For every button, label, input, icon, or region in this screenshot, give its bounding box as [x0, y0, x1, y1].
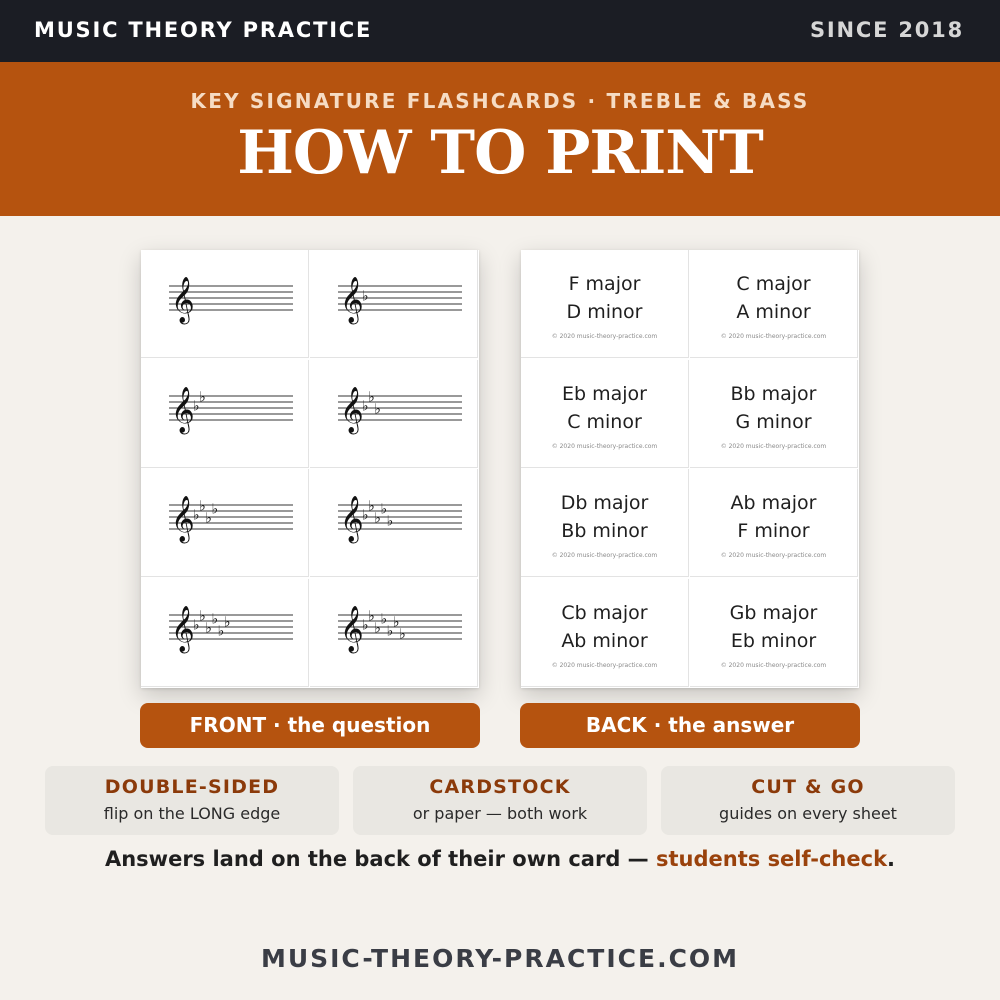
flat-sign-icon: ♭: [211, 501, 219, 518]
flat-sign-icon: ♭: [380, 501, 388, 518]
feature-cut-and-go: [661, 766, 955, 835]
flashcard-front: [141, 579, 309, 687]
flat-sign-icon: ♭: [362, 398, 369, 415]
flat-sign-icon: ♭: [205, 620, 213, 637]
key-signature-staff: [332, 605, 464, 661]
flat-sign-icon: ♭: [205, 510, 213, 527]
flat-sign-icon: ♭: [211, 611, 219, 628]
flat-sign-icon: ♭: [368, 608, 375, 625]
minor-key-label: A minor: [736, 301, 811, 323]
treble-clef-icon: 𝄞: [171, 387, 195, 433]
card-copyright: © 2020 music-theory-practice.com: [720, 662, 827, 669]
card-copyright: © 2020 music-theory-practice.com: [551, 552, 658, 559]
flashcard-front: [141, 360, 309, 468]
feature-description: or paper — both work: [412, 804, 588, 823]
flat-sign-icon: ♭: [224, 614, 231, 631]
feature-cardstock: [353, 766, 647, 835]
flat-sign-icon: ♭: [362, 617, 369, 634]
flashcard-back: [690, 469, 858, 577]
feature-title: CUT & GO: [751, 776, 865, 798]
back-sheet-preview: [521, 250, 859, 688]
title-banner: [0, 62, 1000, 216]
note-text: Answers land on the back of their own card —: [104, 847, 656, 871]
feature-double-sided: [45, 766, 339, 835]
flat-sign-icon: ♭: [399, 626, 406, 643]
key-signature-staff: [163, 276, 295, 332]
card-copyright: © 2020 music-theory-practice.com: [551, 443, 658, 450]
flashcard-back: [521, 360, 689, 468]
key-signature-staff: [332, 386, 464, 442]
flashcard-front: [310, 360, 478, 468]
banner-subtitle: KEY SIGNATURE FLASHCARDS · TREBLE & BASS: [190, 89, 810, 113]
flat-sign-icon: ♭: [380, 611, 388, 628]
flat-sign-icon: ♭: [217, 623, 225, 640]
self-check-note: [0, 847, 1000, 871]
major-key-label: F major: [568, 273, 641, 295]
top-bar: [0, 0, 1000, 62]
card-copyright: © 2020 music-theory-practice.com: [551, 662, 658, 669]
footer-url: MUSIC-THEORY-PRACTICE.COM: [260, 944, 740, 973]
flashcard-front: [310, 579, 478, 687]
flashcard-back: [690, 250, 858, 358]
flat-sign-icon: ♭: [374, 620, 382, 637]
major-key-label: Ab major: [730, 492, 817, 514]
minor-key-label: F minor: [737, 520, 810, 542]
page-title: HOW TO PRINT: [237, 118, 763, 188]
key-signature-staff: [332, 276, 464, 332]
feature-title: CARDSTOCK: [429, 776, 571, 798]
brand-name: MUSIC THEORY PRACTICE: [34, 18, 373, 42]
card-copyright: © 2020 music-theory-practice.com: [551, 333, 658, 340]
card-copyright: © 2020 music-theory-practice.com: [720, 552, 827, 559]
key-signature-staff: [332, 495, 464, 551]
flat-sign-icon: ♭: [368, 389, 375, 406]
treble-clef-icon: 𝄞: [171, 606, 195, 652]
card-copyright: © 2020 music-theory-practice.com: [720, 443, 827, 450]
since-label: SINCE 2018: [809, 18, 964, 42]
minor-key-label: G minor: [735, 411, 812, 433]
feature-description: guides on every sheet: [719, 804, 897, 823]
key-signature-staff: [163, 605, 295, 661]
major-key-label: Eb major: [562, 383, 647, 405]
flashcard-front: [310, 250, 478, 358]
note-end: .: [887, 847, 896, 871]
flat-sign-icon: ♭: [374, 401, 382, 418]
card-copyright: © 2020 music-theory-practice.com: [720, 333, 827, 340]
flat-sign-icon: ♭: [193, 398, 200, 415]
flat-sign-icon: ♭: [368, 498, 375, 515]
minor-key-label: D minor: [566, 301, 643, 323]
flat-sign-icon: ♭: [386, 513, 394, 530]
front-label: FRONT · the question: [140, 703, 480, 748]
flashcard-back: [521, 579, 689, 687]
minor-key-label: Bb minor: [561, 520, 648, 542]
feature-description: flip on the LONG edge: [103, 804, 281, 823]
key-signature-staff: [163, 386, 295, 442]
flat-sign-icon: ♭: [362, 507, 369, 524]
flashcard-front: [141, 250, 309, 358]
flashcard-front: [141, 469, 309, 577]
minor-key-label: C minor: [567, 411, 642, 433]
flat-sign-icon: ♭: [199, 608, 206, 625]
flat-sign-icon: ♭: [393, 614, 400, 631]
flat-sign-icon: ♭: [193, 507, 200, 524]
flat-sign-icon: ♭: [199, 389, 206, 406]
flashcard-back: [690, 360, 858, 468]
flat-sign-icon: ♭: [374, 510, 382, 527]
major-key-label: Gb major: [729, 602, 818, 624]
front-sheet-preview: [141, 250, 479, 688]
flashcard-front: [310, 469, 478, 577]
major-key-label: C major: [736, 273, 811, 295]
key-signature-staff: [163, 495, 295, 551]
flat-sign-icon: ♭: [386, 623, 394, 640]
treble-clef-icon: 𝄞: [340, 277, 364, 323]
feature-title: DOUBLE-SIDED: [104, 776, 280, 798]
back-label: BACK · the answer: [520, 703, 860, 748]
major-key-label: Db major: [560, 492, 649, 514]
flat-sign-icon: ♭: [362, 288, 369, 305]
major-key-label: Cb major: [561, 602, 648, 624]
minor-key-label: Ab minor: [561, 630, 648, 652]
flashcard-back: [521, 469, 689, 577]
flashcard-back: [690, 579, 858, 687]
minor-key-label: Eb minor: [730, 630, 817, 652]
flashcard-back: [521, 250, 689, 358]
major-key-label: Bb major: [730, 383, 817, 405]
treble-clef-icon: 𝄞: [171, 277, 195, 323]
treble-clef-icon: 𝄞: [340, 606, 364, 652]
treble-clef-icon: 𝄞: [340, 496, 364, 542]
treble-clef-icon: 𝄞: [171, 496, 195, 542]
flat-sign-icon: ♭: [199, 498, 206, 515]
note-accent: students self-check: [656, 847, 888, 871]
treble-clef-icon: 𝄞: [340, 387, 364, 433]
flat-sign-icon: ♭: [193, 617, 200, 634]
